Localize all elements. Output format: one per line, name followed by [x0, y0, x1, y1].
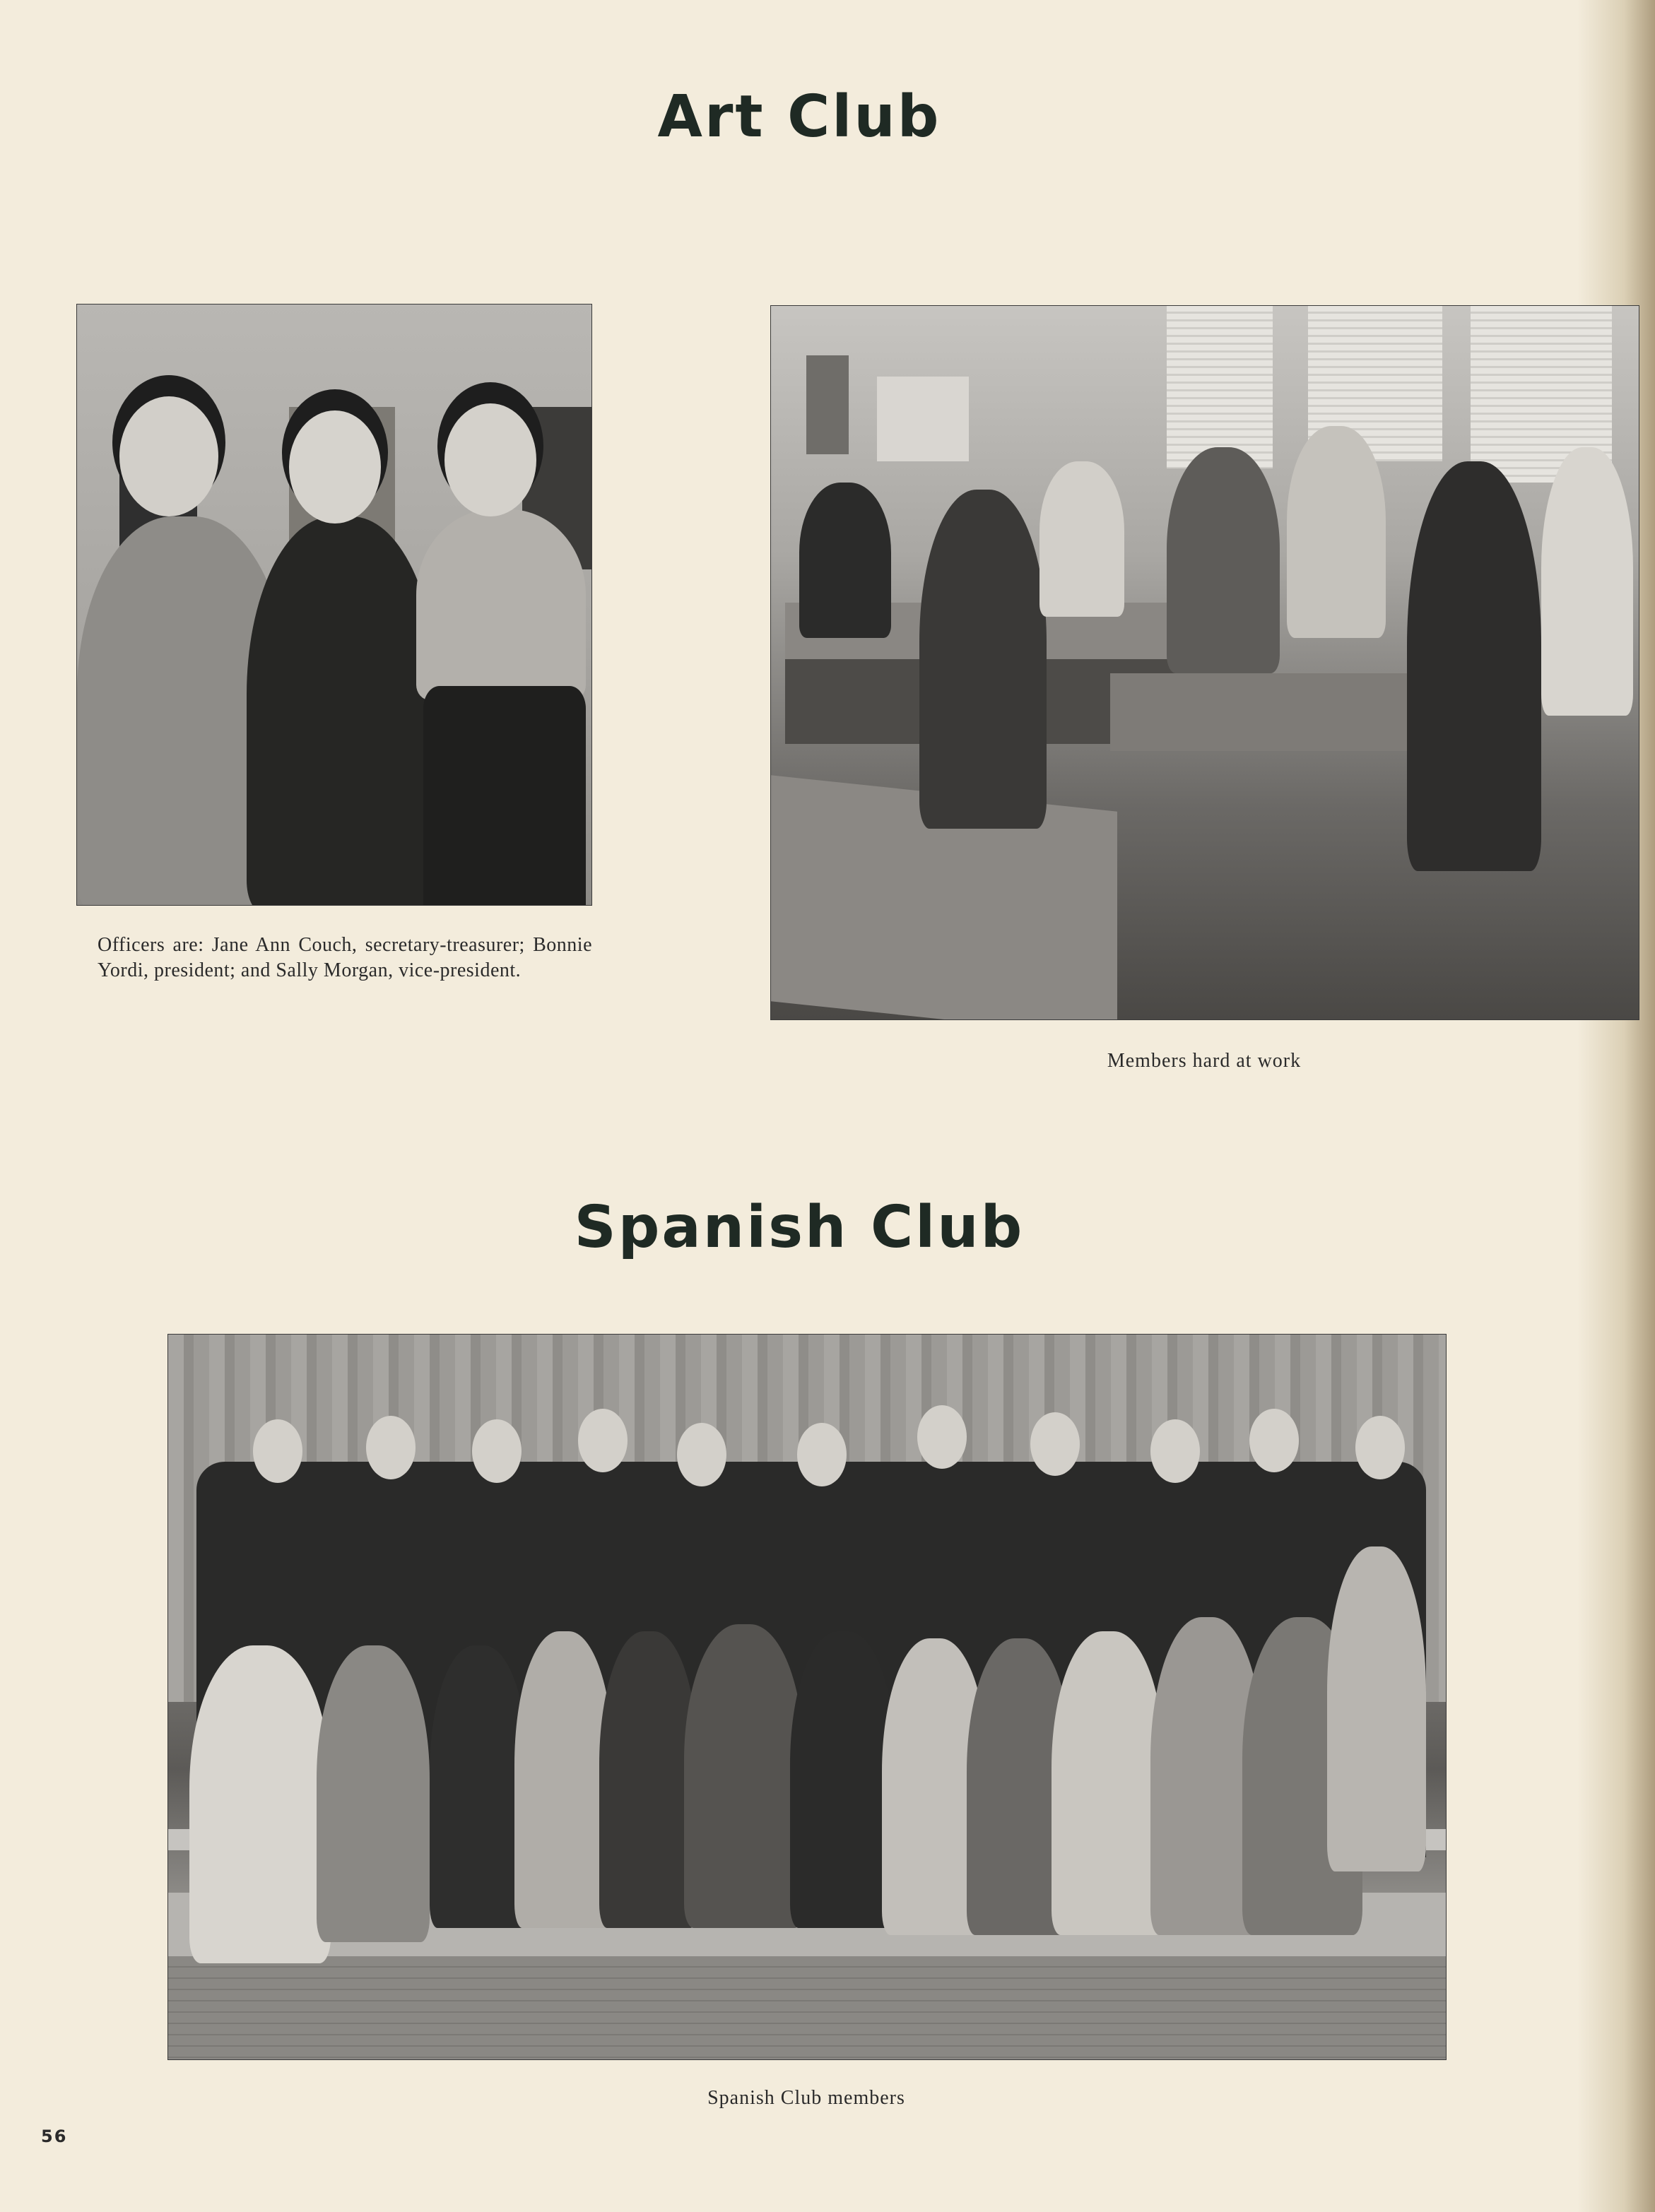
spanish-club-caption: Spanish Club members: [707, 2087, 905, 2109]
front-row-member: [317, 1645, 430, 1942]
officer-figure-head: [119, 396, 218, 516]
art-club-heading: Art Club: [657, 83, 941, 150]
window-blind: [1167, 306, 1273, 468]
spanish-club-group-photo: [167, 1334, 1447, 2060]
student-figure: [1407, 461, 1541, 871]
member-head: [1355, 1416, 1405, 1479]
officer-figure-head: [444, 403, 536, 516]
front-row-member: [514, 1631, 613, 1928]
member-head: [1030, 1412, 1080, 1476]
officers-photo: [76, 304, 592, 906]
student-figure: [799, 483, 891, 638]
wall-drawing: [877, 377, 969, 461]
member-head: [797, 1423, 847, 1486]
member-head: [1249, 1409, 1299, 1472]
student-figure: [1039, 461, 1124, 617]
student-figure: [1167, 447, 1280, 673]
page-number: 56: [41, 2127, 68, 2146]
front-row-member: [1052, 1631, 1165, 1935]
members-at-work-caption: Members hard at work: [1107, 1050, 1302, 1072]
member-head: [578, 1409, 628, 1472]
front-row-member: [430, 1645, 529, 1928]
officer-figure: [416, 509, 586, 700]
spanish-club-heading: Spanish Club: [574, 1194, 1025, 1261]
member-head: [366, 1416, 416, 1479]
officers-caption: Officers are: Jane Ann Couch, secretary-treasurer; Bonnie Yordi, president; and Sally Morgan, vice-president.: [98, 934, 592, 981]
member-head: [472, 1419, 522, 1483]
front-row-member: [189, 1645, 331, 1963]
member-head: [1150, 1419, 1200, 1483]
front-row-member: [599, 1631, 698, 1928]
student-figure: [1287, 426, 1386, 638]
wall-drawing: [806, 355, 849, 454]
officer-figure-head: [289, 410, 381, 524]
officer-figure-skirt: [423, 686, 586, 906]
member-head: [917, 1405, 967, 1469]
members-at-work-photo: [770, 305, 1639, 1020]
officer-figure: [247, 516, 437, 906]
member-head: [253, 1419, 302, 1483]
front-row-member: [790, 1631, 896, 1928]
student-figure: [1541, 447, 1633, 716]
stage-floor: [168, 1956, 1446, 2059]
student-figure: [919, 490, 1047, 829]
member-head: [677, 1423, 726, 1486]
front-row-member: [684, 1624, 804, 1928]
front-row-member: [1327, 1546, 1426, 1871]
